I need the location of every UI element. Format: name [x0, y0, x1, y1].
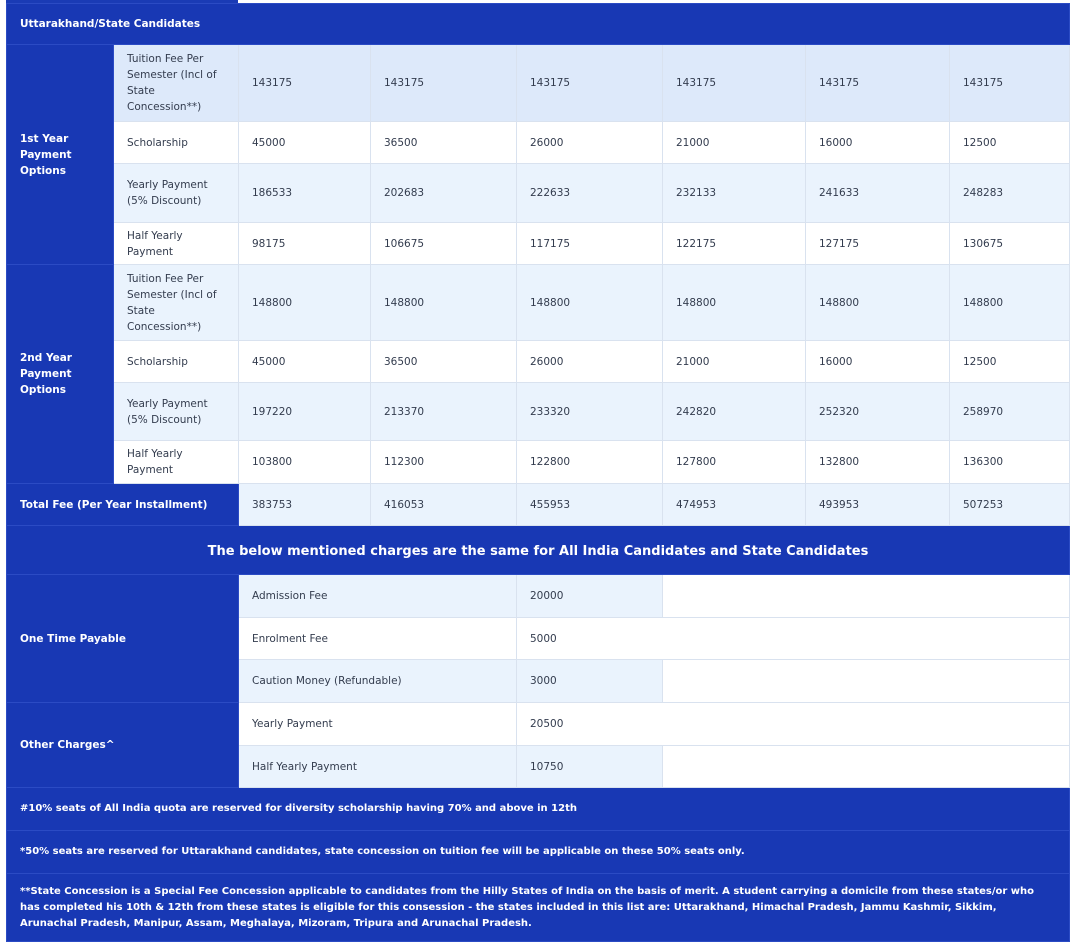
- table-row: [7, 441, 1070, 484]
- cell: 117175: [517, 223, 663, 265]
- row-label: Caution Money (Refundable): [239, 660, 517, 703]
- cell: 383753: [239, 484, 371, 526]
- cell: 127800: [663, 441, 806, 484]
- cell: 455953: [517, 484, 663, 526]
- cell: 248283: [950, 164, 1070, 223]
- cell: 36500: [371, 341, 517, 383]
- cell: 186533: [239, 164, 371, 223]
- cell: 416053: [371, 484, 517, 526]
- cell: 12500: [950, 341, 1070, 383]
- note-diversity: #10% seats of All India quota are reserved for diversity scholarship having 70% and above in 12th: [7, 788, 1070, 831]
- cell: 16000: [806, 341, 950, 383]
- cell: 148800: [806, 265, 950, 341]
- table-row: [7, 383, 1070, 441]
- cell: 143175: [371, 45, 517, 122]
- common-charges-banner: The below mentioned charges are the same for All India Candidates and State Candidates: [7, 526, 1070, 575]
- row-label: Half Yearly Payment: [114, 223, 239, 265]
- total-row: [7, 484, 1070, 526]
- other-charges-label: Other Charges^: [7, 703, 239, 788]
- section-title: Uttarakhand/State Candidates: [7, 4, 1070, 45]
- one-time-label: One Time Payable: [7, 575, 239, 703]
- row-label: Yearly Payment (5% Discount): [114, 164, 239, 223]
- row-label: Tuition Fee Per Semester (Incl of State Concession**): [114, 265, 239, 341]
- note-state-concession: **State Concession is a Special Fee Concession applicable to candidates from the Hilly States of India on the basis of merit. A student carrying a domicile from these states/or who has completed his 10th & 12th from these states is eligible for this consession - the states included in this list are: Uttarakhand, Himachal Pradesh, Jammu Kashmir, Sikkim, Arunachal Pradesh, Manipur, Assam, Meghalaya, Mizoram, Tripura and Arunachal Pradesh.: [7, 874, 1070, 942]
- table-row: [7, 164, 1070, 223]
- cell: 112300: [371, 441, 517, 484]
- cell: 148800: [239, 265, 371, 341]
- empty-cell: [663, 660, 1070, 703]
- cell: 143175: [663, 45, 806, 122]
- cell: 507253: [950, 484, 1070, 526]
- cell: 258970: [950, 383, 1070, 441]
- cell: 16000: [806, 122, 950, 164]
- table-row: [7, 575, 1070, 618]
- table-row: [7, 703, 1070, 746]
- row-label: Half Yearly Payment: [114, 441, 239, 484]
- cell: 5000: [517, 618, 1070, 660]
- table-row: [7, 45, 1070, 122]
- cell: 202683: [371, 164, 517, 223]
- total-label: Total Fee (Per Year Installment): [7, 484, 239, 526]
- cell: 45000: [239, 341, 371, 383]
- cell: 26000: [517, 341, 663, 383]
- cell: 122175: [663, 223, 806, 265]
- table-row: [7, 341, 1070, 383]
- note-row: [7, 788, 1070, 831]
- cell: 143175: [806, 45, 950, 122]
- table-row: [7, 265, 1070, 341]
- cell: 20500: [517, 703, 1070, 746]
- cell: 493953: [806, 484, 950, 526]
- cell: 213370: [371, 383, 517, 441]
- cell: 12500: [950, 122, 1070, 164]
- cell: 21000: [663, 122, 806, 164]
- note-row: [7, 831, 1070, 874]
- row-label: Yearly Payment: [239, 703, 517, 746]
- cell: 45000: [239, 122, 371, 164]
- cell: 3000: [517, 660, 663, 703]
- row-label: Scholarship: [114, 122, 239, 164]
- cell: 122800: [517, 441, 663, 484]
- cell: 127175: [806, 223, 950, 265]
- empty-cell: [663, 746, 1070, 788]
- row-label: Admission Fee: [239, 575, 517, 618]
- cell: 132800: [806, 441, 950, 484]
- section-title-row: [7, 4, 1070, 45]
- cell: 10750: [517, 746, 663, 788]
- cell: 98175: [239, 223, 371, 265]
- cell: 106675: [371, 223, 517, 265]
- cell: 136300: [950, 441, 1070, 484]
- cell: 143175: [950, 45, 1070, 122]
- cell: 148800: [663, 265, 806, 341]
- cell: 148800: [950, 265, 1070, 341]
- table-row: [7, 122, 1070, 164]
- cell: 143175: [239, 45, 371, 122]
- cell: 148800: [371, 265, 517, 341]
- cell: 242820: [663, 383, 806, 441]
- note-row: [7, 874, 1070, 942]
- year-1-label: 1st Year Payment Options: [7, 45, 114, 265]
- table-row: [7, 223, 1070, 265]
- row-label: Yearly Payment (5% Discount): [114, 383, 239, 441]
- cell: 36500: [371, 122, 517, 164]
- cell: 21000: [663, 341, 806, 383]
- row-label: Half Yearly Payment: [239, 746, 517, 788]
- cell: 252320: [806, 383, 950, 441]
- cell: 148800: [517, 265, 663, 341]
- cell: 241633: [806, 164, 950, 223]
- cell: 233320: [517, 383, 663, 441]
- cell: 26000: [517, 122, 663, 164]
- note-state-seats: *50% seats are reserved for Uttarakhand candidates, state concession on tuition fee will be applicable on these 50% seats only.: [7, 831, 1070, 874]
- cell: 222633: [517, 164, 663, 223]
- cell: 103800: [239, 441, 371, 484]
- cell: 130675: [950, 223, 1070, 265]
- fee-table: [6, 3, 1070, 942]
- year-2-label: 2nd Year Payment Options: [7, 265, 114, 484]
- cell: 143175: [517, 45, 663, 122]
- cell: 232133: [663, 164, 806, 223]
- cell: 474953: [663, 484, 806, 526]
- row-label: Scholarship: [114, 341, 239, 383]
- empty-cell: [663, 575, 1070, 618]
- row-label: Tuition Fee Per Semester (Incl of State Concession**): [114, 45, 239, 122]
- banner-row: [7, 526, 1070, 575]
- row-label: Enrolment Fee: [239, 618, 517, 660]
- cell: 197220: [239, 383, 371, 441]
- cell: 20000: [517, 575, 663, 618]
